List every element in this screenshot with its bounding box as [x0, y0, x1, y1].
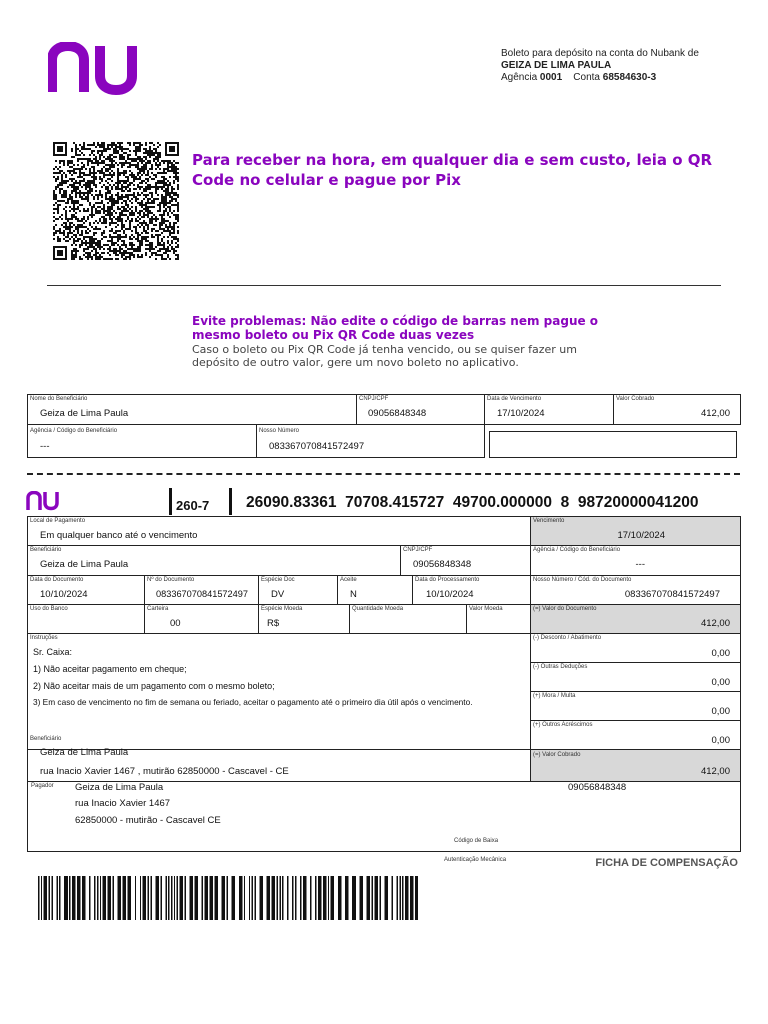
instrucao-line: Sr. Caixa: — [33, 647, 73, 657]
recibo-valor: 412,00 — [700, 408, 730, 419]
desconto-label: (-) Desconto / Abatimento — [533, 635, 602, 641]
valor-documento: 412,00 — [700, 618, 730, 629]
especie-doc-label: Espécie Doc — [261, 577, 295, 583]
divider — [169, 488, 172, 515]
outros-acrescimos-label: (+) Outros Acréscimos — [533, 722, 593, 728]
pagador-label: Pagador — [31, 783, 54, 789]
uso-banco-label: Uso do Banco — [30, 606, 68, 612]
recibo-vencimento: 17/10/2024 — [497, 408, 545, 419]
conta-label: Conta — [573, 72, 600, 83]
mora: 0,00 — [711, 706, 730, 717]
vencimento: 17/10/2024 — [617, 530, 665, 541]
recibo-valor-label: Valor Cobrado — [616, 396, 655, 402]
conta-value: 68584630-3 — [602, 72, 657, 83]
desconto: 0,00 — [711, 648, 730, 659]
outras-deducoes-label: (-) Outras Deduções — [533, 664, 588, 670]
pix-instruction: Para receber na hora, em qualquer dia e sem custo, leia o QR Code no celular e pague por Pix — [192, 151, 713, 189]
aceite-label: Aceite — [340, 577, 357, 583]
carteira: 00 — [170, 618, 181, 629]
cnpj: 09056848348 — [413, 559, 472, 570]
agencia-codigo-label: Agência / Código do Beneficiário — [533, 547, 621, 553]
ficha-compensacao-title: FICHA DE COMPENSAÇÃO — [595, 857, 738, 869]
data-documento-label: Data do Documento — [30, 577, 84, 583]
recibo-cnpj: 09056848348 — [368, 408, 427, 419]
agencia-value: 0001 — [539, 72, 563, 83]
especie-moeda-label: Espécie Moeda — [261, 606, 303, 612]
quantidade-moeda-label: Quantidade Moeda — [352, 606, 404, 612]
divider — [47, 285, 721, 286]
num-documento: 083367070841572497 — [156, 589, 248, 599]
recibo-beneficiario-label: Nome do Beneficiário — [30, 396, 88, 402]
recibo-agencia: --- — [40, 441, 50, 452]
pagador-endereco: rua Inacio Xavier 1467 — [75, 798, 171, 809]
valor-moeda-label: Valor Moeda — [469, 606, 503, 612]
account-holder-name: GEIZA DE LIMA PAULA — [501, 60, 612, 71]
beneficiario-endereco: rua Inacio Xavier 1467 , mutirão 62850000 - Cascavel - CE — [40, 766, 289, 777]
outras-deducoes: 0,00 — [711, 677, 730, 688]
vencimento-label: Vencimento — [533, 518, 565, 524]
valor-cobrado-label: (=) Valor Cobrado — [533, 752, 581, 758]
instrucoes-label: Instruções — [30, 635, 58, 641]
valor-cobrado: 412,00 — [700, 766, 730, 777]
local-label: Local de Pagamento — [30, 518, 86, 524]
warning-title: Evite problemas: Não edite o código de barras nem pague o mesmo boleto ou Pix QR Code duas vezes — [192, 314, 599, 342]
mora-label: (+) Mora / Multa — [533, 693, 576, 699]
carteira-label: Carteira — [147, 606, 169, 612]
header-line1: Boleto para depósito na conta do Nubank de — [501, 48, 699, 59]
recibo-agencia-label: Agência / Código do Beneficiário — [30, 428, 118, 434]
beneficiario-label: Beneficiário — [30, 547, 62, 553]
instrucao-line: 2) Não aceitar mais de um pagamento com o mesmo boleto; — [33, 681, 275, 691]
nubank-logo — [48, 42, 144, 96]
agencia-codigo: --- — [635, 559, 645, 570]
beneficiario: Geiza de Lima Paula — [40, 559, 129, 570]
especie-moeda: R$ — [267, 618, 280, 629]
pix-qr-code — [53, 142, 179, 260]
account-header — [501, 48, 699, 84]
data-processamento-label: Data do Processamento — [415, 577, 480, 583]
warning-body: Caso o boleto ou Pix QR Code já tenha vencido, ou se quiser fazer um depósito de outro valor, gere um novo boleto no aplicativo. — [192, 343, 577, 369]
bank-code: 260-7 — [176, 498, 210, 513]
beneficiario-label: Beneficiário — [30, 736, 62, 742]
pagador-cpf: 09056848348 — [568, 782, 627, 793]
barcode — [38, 876, 418, 920]
recibo-nosso: 083367070841572497 — [269, 441, 365, 452]
aceite: N — [350, 589, 357, 600]
outros-acrescimos: 0,00 — [711, 735, 730, 746]
pagador-nome: Geiza de Lima Paula — [75, 782, 164, 793]
data-processamento: 10/10/2024 — [426, 589, 474, 600]
recibo-vencimento-label: Data de Vencimento — [487, 396, 542, 402]
especie-doc: DV — [271, 589, 285, 600]
recibo-beneficiario: Geiza de Lima Paula — [40, 408, 129, 419]
codigo-baixa-label: Código de Baixa — [454, 838, 499, 844]
divider — [229, 488, 232, 515]
cut-line — [27, 473, 740, 475]
beneficiario-nome: Geiza de Lima Paula — [40, 747, 129, 758]
num-documento-label: Nº do Documento — [147, 577, 195, 583]
data-documento: 10/10/2024 — [40, 589, 88, 600]
instrucao-line: 3) Em caso de vencimento no fim de semana ou feriado, aceitar o pagamento até o primeiro dia útil após o vencimento. — [33, 697, 473, 707]
valor-documento-label: (=) Valor do Documento — [533, 606, 597, 612]
nosso-numero: 083367070841572497 — [624, 589, 720, 600]
recibo-cnpj-label: CNPJ/CPF — [359, 396, 389, 402]
cnpj-label: CNPJ/CPF — [403, 547, 433, 553]
local-pagamento: Em qualquer banco até o vencimento — [40, 530, 198, 541]
nubank-logo-small — [26, 491, 60, 511]
agencia-label: Agência — [501, 72, 538, 83]
linha-digitavel: 26090.83361 70708.415727 49700.000000 8 98720000041200 — [246, 494, 699, 511]
nosso-numero-label: Nosso Número / Cód. do Documento — [533, 577, 632, 583]
pagador-cidade: 62850000 - mutirão - Cascavel CE — [75, 815, 221, 826]
autenticacao-label: Autenticação Mecânica — [444, 857, 507, 863]
recibo-nosso-label: Nosso Número — [259, 428, 300, 434]
instrucao-line: 1) Não aceitar pagamento em cheque; — [33, 664, 187, 674]
